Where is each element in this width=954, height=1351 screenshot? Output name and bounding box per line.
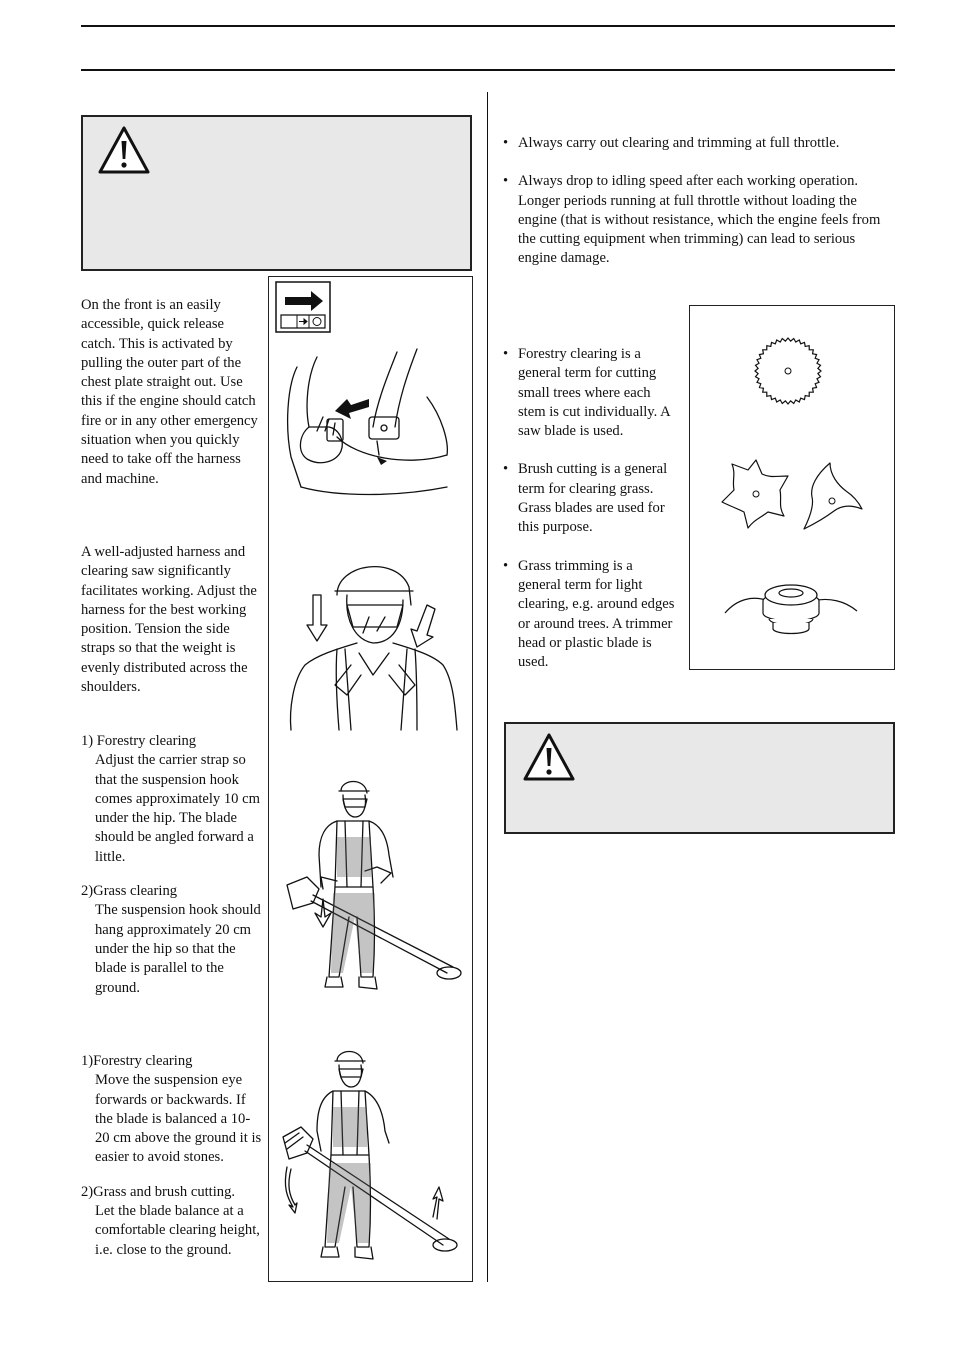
cutting-types-bullet-list [503, 345, 678, 672]
column-divider [487, 92, 488, 1282]
three-point-blade-icon [800, 461, 864, 531]
height-grass-text: The suspension hook should hang approximately 20 cm under the hip so that the blade is parallel to the ground. [95, 902, 261, 996]
list-item: • Grass trimming is a general term for light clearing, e.g. around edges or around trees. A trimmer head or plastic blade is used. [503, 557, 678, 673]
quick-release-paragraph [81, 296, 261, 489]
balance-forestry-text: Move the suspension eye forwards or backwards. If the blade is balanced a 10-20 cm above the ground it is easier to avoid stones. [95, 1072, 262, 1166]
arrow-release-icon [275, 281, 331, 333]
grass-blade-icon [718, 458, 794, 530]
warning-box-left [81, 115, 472, 271]
harness-adjust-illustration [277, 545, 467, 735]
list-item: • Brush cutting is a general term for clearing grass. Grass blades are used for this purpose. [503, 460, 678, 537]
list-item: • Forestry clearing is a general term for cutting small trees where each stem is cut individually. A saw blade is used. [503, 345, 678, 441]
quick-release-text: On the front is an easily accessible, quick release catch. This is activated by pulling the outer part of the chest plate straight out. Use this if the engine should catch fire or in any other emergency situation when you quickly need to take off the harness and machine. [81, 297, 258, 487]
suspension-height-illustration [277, 777, 467, 1007]
balance-grass-text: Let the blade balance at a comfortable clearing height, i.e. close to the ground. [95, 1203, 260, 1258]
harness-illustration-frame [268, 276, 473, 1282]
quick-release-illustration [277, 347, 467, 507]
list-item: • Always drop to idling speed after each working operation. Longer periods running at full throttle without loading the engine (that is without resistance, which the engine feels from the cutting equipment when trimming) can lead to serious engine damage. [503, 172, 887, 268]
height-forestry-heading: 1) Forestry clearing [81, 733, 197, 749]
balance-grass-heading: 2)Grass and brush cutting. [81, 1183, 236, 1200]
suspension-height-section [81, 732, 263, 998]
warning-box-right [504, 722, 895, 834]
harness-adjust-paragraph [81, 543, 261, 697]
warning-triangle-icon [97, 125, 151, 175]
saw-blade-icon [753, 336, 823, 406]
list-item: • Always carry out clearing and trimming at full throttle. [503, 134, 887, 153]
blade-balance-section [81, 1052, 263, 1260]
trimmer-head-icon [723, 571, 859, 641]
warning-triangle-icon [522, 732, 576, 782]
blade-balance-illustration [277, 1047, 467, 1277]
throttle-bullet-list [503, 134, 887, 269]
harness-adjust-text: A well-adjusted harness and clearing saw significantly facilitates working. Adjust the harness for the best working position. Tension the side straps so that the weight is evenly distributed across the shoulders. [81, 544, 257, 696]
cutting-equipment-frame [689, 305, 895, 670]
height-grass-heading: 2)Grass clearing [81, 883, 178, 900]
balance-forestry-heading: 1)Forestry clearing [81, 1053, 193, 1069]
header-rule-bottom [81, 69, 895, 71]
header-rule-top [81, 25, 895, 27]
height-forestry-text: Adjust the carrier strap so that the suspension hook comes approximately 10 cm under the hip. The blade should be angled forward a little. [95, 752, 260, 865]
